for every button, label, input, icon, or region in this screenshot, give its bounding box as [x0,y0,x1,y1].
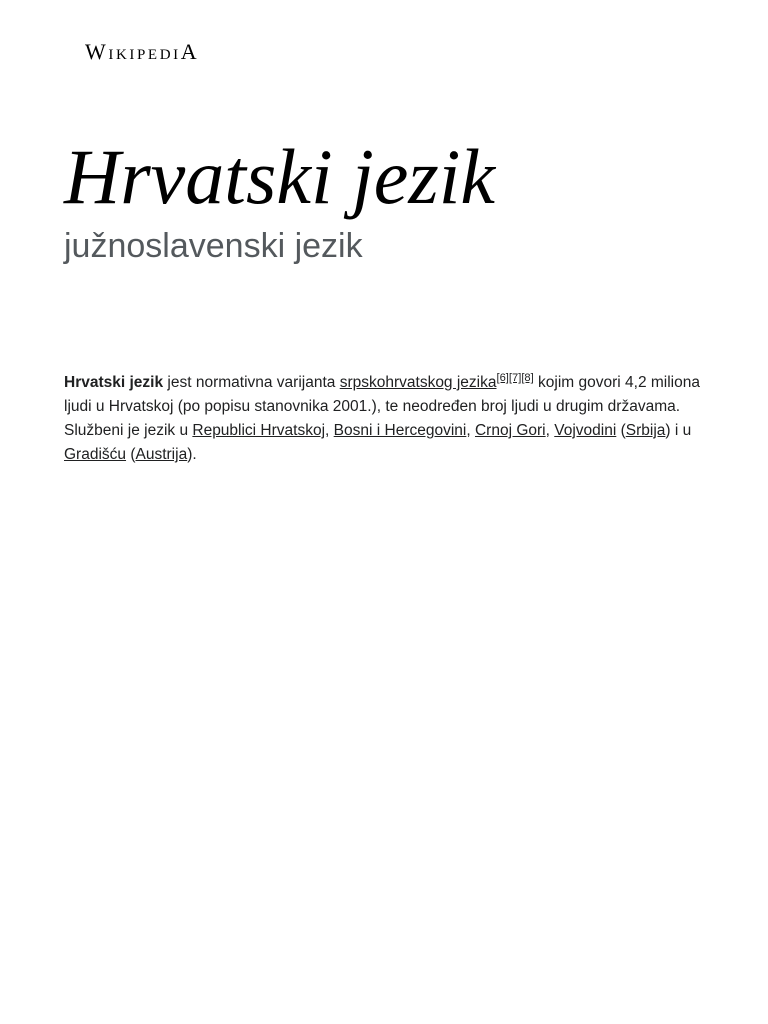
reference-8[interactable] [521,372,533,384]
intro-text: ). [187,446,197,463]
page-description: južnoslavenski jezik [64,227,363,265]
intro-text: ( [126,446,136,463]
link-republika-hrvatska[interactable]: Republici Hrvatskoj [192,422,326,439]
link-bosna-i-hercegovina[interactable]: Bosni i Hercegovini [333,422,467,439]
intro-paragraph [64,371,712,467]
intro-text: kojim govori 4,2 miliona ljudi u Hrvatskoj (po popisu stanovnika 2001.), te neodređen broj ljudi u drugim državama. Službeni je jezik u [64,374,700,439]
link-vojvodina[interactable]: Vojvodini [554,422,617,439]
reference-8-link[interactable]: [8] [521,371,534,384]
intro-text: ( [616,422,626,439]
reference-6[interactable] [497,372,509,384]
page-title: Hrvatski jezik [64,133,496,220]
link-crna-gora[interactable]: Crnoj Gori [474,422,546,439]
page-header [0,0,768,100]
intro-text: , [325,422,334,439]
link-srpskohrvatski-jezik[interactable]: srpskohrvatskog jezika [339,374,497,391]
intro-text: , [466,422,475,439]
reference-7[interactable] [509,372,521,384]
link-austrija[interactable]: Austrija [135,446,188,463]
intro-text: jest normativna varijanta [163,374,340,391]
reference-7-link[interactable]: [7] [508,371,522,384]
link-srbija[interactable]: Srbija [625,422,666,439]
reference-6-link[interactable]: [6] [496,371,509,384]
intro-text: ) i u [665,422,692,439]
article-subject-bold: Hrvatski jezik [64,374,164,391]
wikipedia-logo[interactable]: WikipediA [85,39,200,64]
intro-text: , [545,422,555,439]
link-gradisce[interactable]: Gradišću [64,446,127,463]
